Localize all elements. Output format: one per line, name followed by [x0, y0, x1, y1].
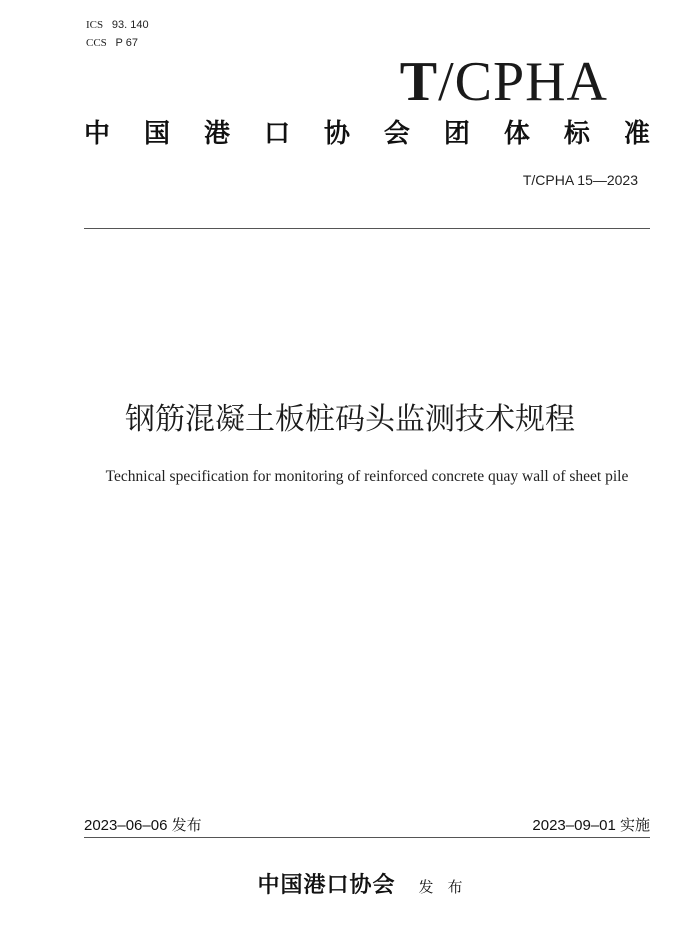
cpha-logo [400, 50, 608, 114]
org-title-char: 会 [383, 119, 410, 149]
org-title-char: 标 [563, 119, 590, 149]
publisher-name: 中国港口协会 [257, 872, 396, 898]
document-title-zh: 钢筋混凝土板桩码头监测技术规程 [125, 402, 575, 437]
org-title-char: 协 [323, 119, 350, 149]
publisher-line [0, 868, 700, 899]
logo-prefix: T [399, 51, 439, 113]
org-title-char: 准 [623, 119, 650, 149]
org-title-char: 团 [443, 119, 470, 149]
org-title-char: 国 [143, 119, 170, 149]
ics-label: ICS [86, 19, 104, 31]
classification-codes [86, 16, 155, 52]
standard-number: T/CPHA 15—2023 [522, 172, 638, 188]
org-title-char: 港 [203, 119, 230, 149]
top-divider [84, 228, 650, 229]
implementation-date: 2023–09–01 实施 [532, 817, 650, 834]
org-title-char: 体 [503, 119, 530, 149]
issue-date: 2023–06–06 发布 [84, 817, 202, 834]
org-title-char: 口 [263, 119, 290, 149]
org-title-char: 中 [84, 119, 111, 149]
logo-rest: /CPHA [438, 51, 608, 113]
ics-row [86, 16, 155, 34]
publisher-action: 发布 [418, 878, 477, 896]
ics-code: 93. 140 [111, 19, 149, 31]
bottom-divider [84, 837, 650, 838]
ccs-code: P 67 [115, 37, 138, 49]
ccs-row [86, 34, 155, 52]
ccs-label: CCS [86, 37, 107, 49]
document-title-en: Technical specification for monitoring of reinforced concrete quay wall of sheet pile [105, 468, 629, 485]
org-standard-title [84, 118, 650, 150]
